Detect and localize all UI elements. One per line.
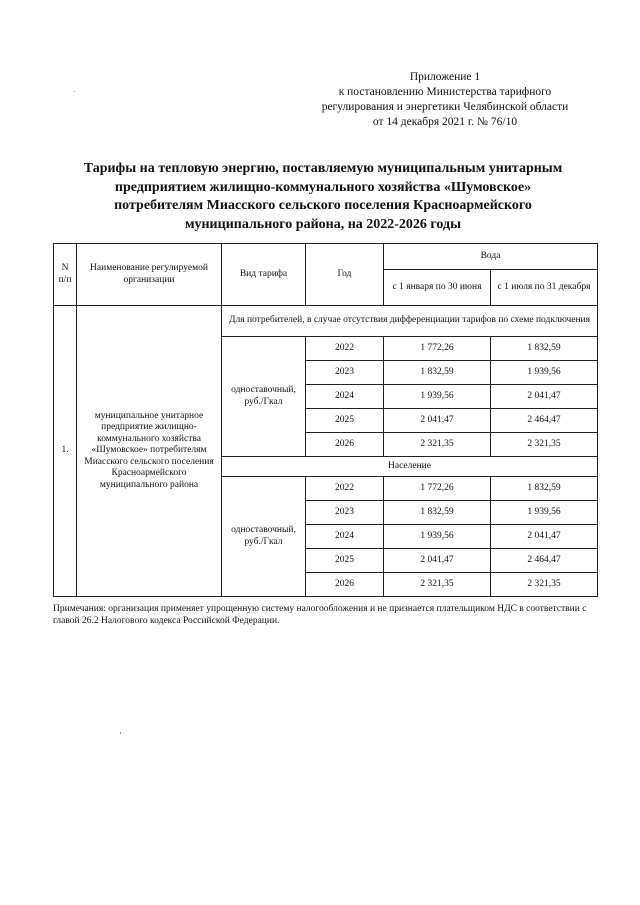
value-cell: 1 832,59	[491, 337, 598, 361]
value-cell: 2 041,47	[491, 525, 598, 549]
tariff-type: одноставочный, руб./Гкал	[222, 337, 306, 457]
title-line: потребителям Миасского сельского поселения Красноармейского	[114, 198, 532, 213]
footnote: Примечания: организация применяет упрощенную систему налогообложения и не признается плательщиком НДС в соответствии с главой 26.2 Налогового кодекса Российской Федерации.	[53, 604, 587, 626]
year-cell: 2025	[306, 549, 384, 573]
value-cell: 2 321,35	[384, 573, 491, 597]
org-name: муниципальное унитарное предприятие жилищно-коммунального хозяйства «Шумовское» потребителям Миасского сельского поселения Красноармейского муниципального района	[77, 306, 222, 597]
value-cell: 2 464,47	[491, 549, 598, 573]
tariff-type: одноставочный, руб./Гкал	[222, 477, 306, 597]
tariff-table	[53, 243, 598, 597]
header-tariff-type: Вид тарифа	[222, 244, 306, 306]
year-cell: 2022	[306, 337, 384, 361]
scan-speck	[120, 732, 121, 734]
header-row	[54, 244, 598, 270]
annex-line: регулирования и энергетики Челябинской области	[321, 101, 569, 113]
value-cell: 1 939,56	[491, 361, 598, 385]
annex-header	[300, 70, 590, 130]
year-cell: 2024	[306, 525, 384, 549]
value-cell: 1 939,56	[491, 501, 598, 525]
value-cell: 2 321,35	[491, 433, 598, 457]
title-line: Тарифы на тепловую энергию, поставляемую муниципальным унитарным	[83, 161, 563, 176]
value-cell: 1 832,59	[384, 361, 491, 385]
year-cell: 2026	[306, 573, 384, 597]
year-cell: 2022	[306, 477, 384, 501]
header-num: N п/п	[54, 244, 77, 306]
value-cell: 2 041,47	[491, 385, 598, 409]
value-cell: 1 939,56	[384, 525, 491, 549]
year-cell: 2026	[306, 433, 384, 457]
header-org: Наименование регулируемой организации	[77, 244, 222, 306]
header-water: Вода	[384, 244, 598, 270]
annex-line: от 14 декабря 2021 г. № 76/10	[372, 116, 518, 128]
group-label-row	[54, 306, 598, 337]
document-title	[40, 160, 606, 234]
value-cell: 2 321,35	[384, 433, 491, 457]
annex-line: к постановлению Министерства тарифного	[338, 86, 552, 98]
value-cell: 2 041,47	[384, 549, 491, 573]
annex-line: Приложение 1	[409, 71, 481, 83]
year-cell: 2023	[306, 361, 384, 385]
value-cell: 1 832,59	[491, 477, 598, 501]
year-cell: 2025	[306, 409, 384, 433]
title-line: предприятием жилищно-коммунального хозяйства «Шумовское»	[114, 179, 532, 195]
value-cell: 2 321,35	[491, 573, 598, 597]
title-line: муниципального района, на 2022-2026 годы	[184, 216, 462, 232]
value-cell: 1 772,26	[384, 477, 491, 501]
scan-speck	[74, 91, 75, 92]
header-period-1: с 1 января по 30 июня	[384, 270, 491, 306]
group-label: Для потребителей, в случае отсутствия дифференциации тарифов по схеме подключения	[222, 306, 598, 337]
group-label: Население	[222, 457, 598, 477]
year-cell: 2024	[306, 385, 384, 409]
value-cell: 1 772,26	[384, 337, 491, 361]
value-cell: 2 464,47	[491, 409, 598, 433]
year-cell: 2023	[306, 501, 384, 525]
header-year: Год	[306, 244, 384, 306]
value-cell: 2 041,47	[384, 409, 491, 433]
header-period-2: с 1 июля по 31 декабря	[491, 270, 598, 306]
value-cell: 1 832,59	[384, 501, 491, 525]
value-cell: 1 939,56	[384, 385, 491, 409]
row-number: 1.	[54, 306, 77, 597]
